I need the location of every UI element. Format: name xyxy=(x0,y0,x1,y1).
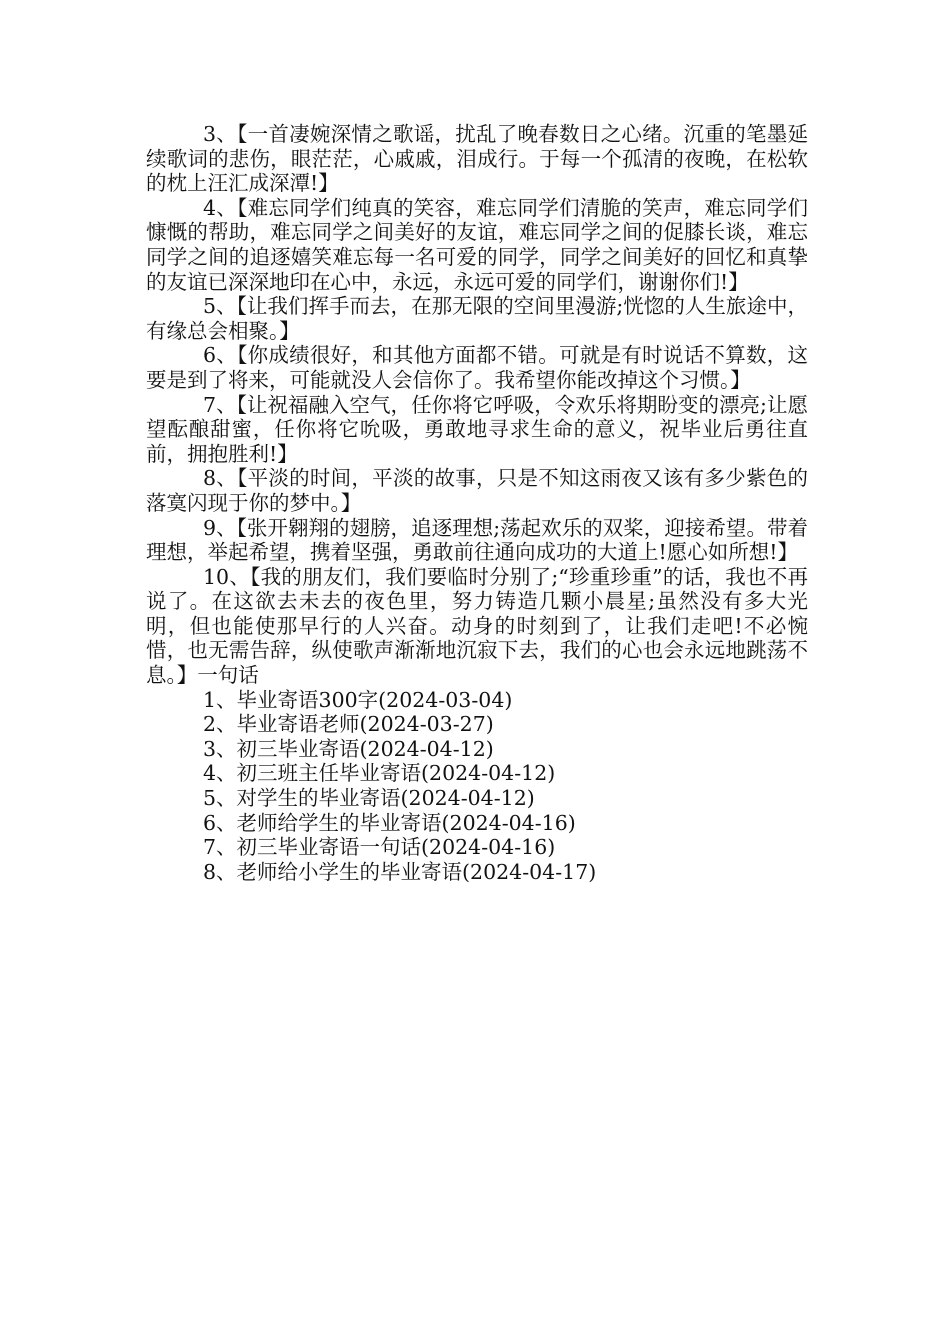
related-article-link[interactable]: 4、初三班主任毕业寄语(2024-04-12) xyxy=(203,761,556,786)
message-paragraph-3: 3、【一首凄婉深情之歌谣，扰乱了晚春数日之心绪。沉重的笔墨延续歌词的悲伤，眼茫茫，心戚戚，泪成行。于每一个孤清的夜晚，在松软的枕上汪汇成深潭!】 xyxy=(146,122,808,196)
message-paragraph-7: 7、【让祝福融入空气，任你将它呼吸，令欢乐将期盼变的漂亮;让愿望酝酿甜蜜，任你将它吮吸，勇敢地寻求生命的意义，祝毕业后勇往直前，拥抱胜利!】 xyxy=(146,392,808,466)
related-article-link[interactable]: 6、老师给学生的毕业寄语(2024-04-16) xyxy=(203,810,576,835)
message-paragraph-10: 10、【我的朋友们，我们要临时分别了;“珍重珍重”的话，我也不再说了。在这欲去未去的夜色里，努力铸造几颗小晨星;虽然没有多大光明，但也能使那早行的人兴奋。动身的时刻到了，让我们走吧!不必惋惜，也无需告辞，纵使歌声渐渐地沉寂下去，我们的心也会永远地跳荡不息。】一句话 xyxy=(146,564,808,688)
related-article-link[interactable]: 1、毕业寄语300字(2024-03-04) xyxy=(203,687,513,712)
message-paragraph-5: 5、【让我们挥手而去，在那无限的空间里漫游;恍惚的人生旅途中，有缘总会相聚。】 xyxy=(146,294,808,343)
related-article-link[interactable]: 2、毕业寄语老师(2024-03-27) xyxy=(203,712,494,737)
related-articles-list xyxy=(146,688,808,885)
related-article-link[interactable]: 3、初三毕业寄语(2024-04-12) xyxy=(203,736,494,761)
message-paragraph-6: 6、【你成绩很好，和其他方面都不错。可就是有时说话不算数，这要是到了将来，可能就没人会信你了。我希望你能改掉这个习惯。】 xyxy=(146,343,808,392)
message-paragraph-8: 8、【平淡的时间，平淡的故事，只是不知这雨夜又该有多少紫色的落寞闪现于你的梦中。】 xyxy=(146,466,808,515)
related-article-link[interactable]: 8、老师给小学生的毕业寄语(2024-04-17) xyxy=(203,859,597,884)
related-article-link[interactable]: 7、初三毕业寄语一句话(2024-04-16) xyxy=(203,835,556,860)
message-paragraph-9: 9、【张开翱翔的翅膀，追逐理想;荡起欢乐的双桨，迎接希望。带着理想，举起希望，携着坚强，勇敢前往通向成功的大道上!愿心如所想!】 xyxy=(146,515,808,565)
message-paragraph-4: 4、【难忘同学们纯真的笑容，难忘同学们清脆的笑声，难忘同学们慷慨的帮助，难忘同学之间美好的友谊，难忘同学之间的促膝长谈，难忘同学之间的追逐嬉笑难忘每一名可爱的同学，同学之间美好的回忆和真挚的友谊已深深地印在心中，永远，永远可爱的同学们，谢谢你们!】 xyxy=(146,195,808,294)
document-body xyxy=(146,122,808,884)
related-article-link[interactable]: 5、对学生的毕业寄语(2024-04-12) xyxy=(203,786,535,811)
